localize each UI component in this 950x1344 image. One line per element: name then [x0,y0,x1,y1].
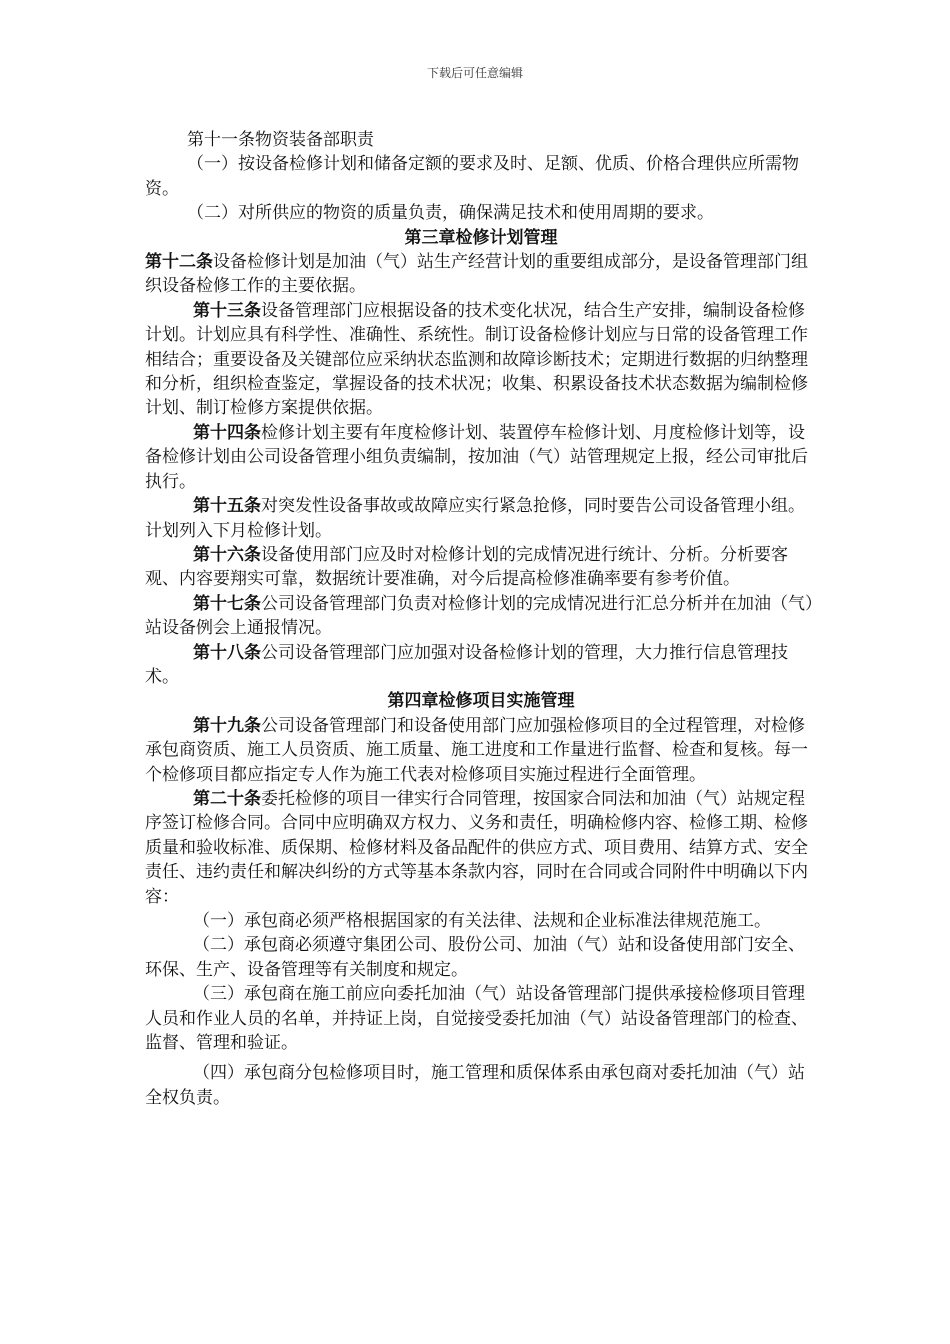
article-20 [145,787,817,909]
article-text: 公司设备管理部门和设备使用部门应加强检修项目的全过程管理，对检修承包商资质、施工人员资质、施工质量、施工进度和工作量进行监督、检查和复核。每一个检修项目都应指定专人作为施工代表对检修项目实施过程进行全面管理。 [145,715,808,785]
article-label: 第十三条 [193,300,261,321]
article-11-title: 第十一条物资装备部职责 [187,130,374,150]
article-text: 检修计划主要有年度检修计划、装置停车检修计划、月度检修计划等，设备检修计划由公司设备管理小组负责编制，按加油（气）站管理规定上报，经公司审批后执行。 [145,422,808,492]
article-text: 委托检修的项目一律实行合同管理，按国家合同法和加油（气）站规定程序签订检修合同。合同中应明确双方权力、义务和责任，明确检修内容、检修工期、检修质量和验收标准、质保期、检修材料及备品配件的供应方式、项目费用、结算方式、安全责任、违约责任和解决纠纷的方式等基本条款内容，同时在合同或合同附件中明确以下内容： [145,788,808,907]
article-text: 对突发性设备事故或故障应实行紧急抢修，同时要告公司设备管理小组。计划列入下月检修计划。 [145,496,805,541]
article-20-item-2: （二）承包商必须遵守集团公司、股份公司、加油（气）站和设备使用部门安全、环保、生产、设备管理等有关制度和规定。 [145,935,805,980]
article-label: 第二十条 [193,788,261,809]
page-header: 下载后可任意编辑 [426,66,523,80]
article-label: 第十七条 [193,593,261,614]
article-12 [145,250,817,299]
article-15 [145,494,817,543]
article-text: 设备检修计划是加油（气）站生产经营计划的重要组成部分，是设备管理部门组织设备检修工作的主要依据。 [145,252,808,297]
article-11-item-2: （二）对所供应的物资的质量负责，确保满足技术和使用周期的要求。 [187,203,714,224]
article-text: 设备使用部门应及时对检修计划的完成情况进行统计、分析。分析要客观、内容要翔实可靠，数据统计要准确，对今后提高检修准确率要有参考价值。 [145,544,788,590]
article-text: 设备管理部门应根据设备的技术变化状况，结合生产安排，编制设备检修计划。计划应具有科学性、准确性、系统性。制订设备检修计划应与日常的设备管理工作相结合；重要设备及关键部位应采纳状态监测和故障诊断技术；定期进行数据的归纳整理和分析，组织检查鉴定，掌握设备的技术状况；收集、积累设备技术状态数据为编制检修计划、制订检修方案提供依据。 [145,300,808,419]
article-20-item-4: （四）承包商分包检修项目时，施工管理和质保体系由承包商对委托加油（气）站全权负责。 [145,1063,805,1108]
document-body [145,128,817,1110]
chapter-4-heading: 第四章检修项目实施管理 [387,691,575,712]
article-label: 第十二条 [145,252,213,273]
article-20-item-1: （一）承包商必须严格根据国家的有关法律、法规和企业标准法律规范施工。 [193,911,771,931]
article-18 [145,641,817,690]
article-19 [145,714,817,787]
article-text: 公司设备管理部门负责对检修计划的完成情况进行汇总分析并在加油（气）站设备例会上通报情况。 [145,593,814,639]
article-label: 第十四条 [193,422,261,443]
article-text: 公司设备管理部门应加强对设备检修计划的管理，大力推行信息管理技术。 [145,642,788,687]
article-16 [145,543,817,592]
article-11-item-1: （一）按设备检修计划和储备定额的要求及时、足额、优质、价格合理供应所需物资。 [145,154,799,199]
article-label: 第十八条 [193,642,261,663]
article-label: 第十五条 [193,496,261,517]
chapter-3-heading: 第三章检修计划管理 [404,227,558,248]
article-17 [145,592,817,641]
article-14 [145,421,817,494]
article-label: 第十六条 [193,544,261,565]
article-13 [145,299,817,421]
article-label: 第十九条 [193,715,261,736]
article-20-item-3: （三）承包商在施工前应向委托加油（气）站设备管理部门提供承接检修项目管理人员和作业人员的名单，并持证上岗，自觉接受委托加油（气）站设备管理部门的检查、监督、管理和验证。 [145,984,808,1054]
